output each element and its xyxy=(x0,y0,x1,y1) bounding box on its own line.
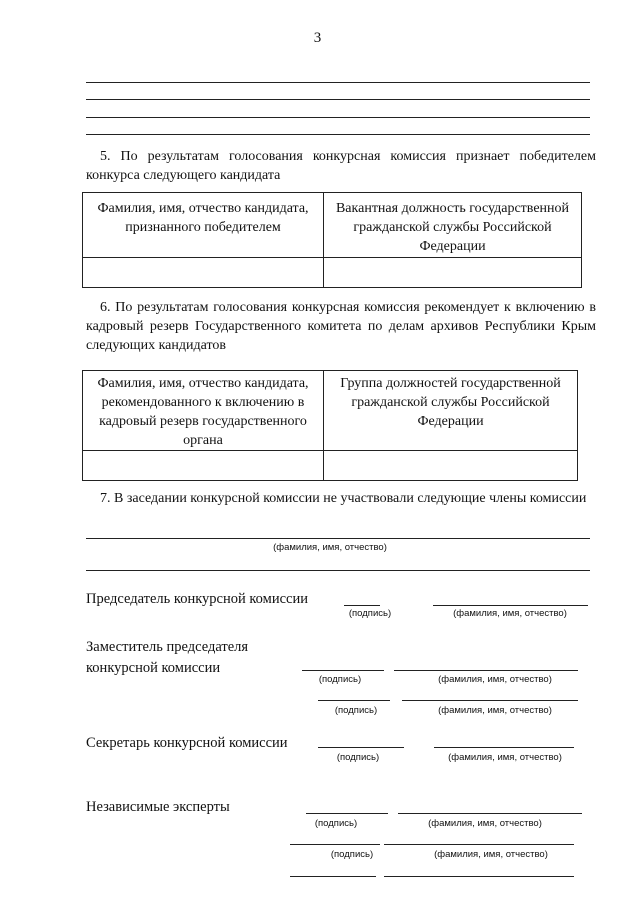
chair-name-caption: (фамилия, имя, отчество) xyxy=(453,608,567,619)
blank-line[interactable] xyxy=(86,570,590,571)
chair-signature-line[interactable] xyxy=(344,605,380,606)
position-group-header: Группа должностей государственной гражданской службы Российской Федерации xyxy=(324,371,578,451)
expert-signature-caption: (подпись) xyxy=(314,818,358,829)
deputy-signature-caption: (подпись) xyxy=(318,674,362,685)
expert-signature-line-2[interactable] xyxy=(290,844,380,845)
deputy-signature-line-2[interactable] xyxy=(318,700,390,701)
expert-name-caption-2: (фамилия, имя, отчество) xyxy=(434,849,548,860)
deputy-title: Заместитель председателя конкурсной комиссии xyxy=(86,639,249,676)
secretary-title: Секретарь конкурсной комиссии xyxy=(86,735,288,751)
expert-signature-line-3[interactable] xyxy=(290,876,376,877)
winner-name-cell[interactable] xyxy=(83,258,324,288)
fio-caption: (фамилия, имя, отчество) xyxy=(273,542,387,553)
section-5-text: 5. По результатам голосования конкурсная комиссия признает победителем конкурса следующего кандидата xyxy=(86,149,596,183)
blank-line xyxy=(86,82,590,83)
absent-members-line[interactable] xyxy=(86,538,590,539)
secretary-name-caption: (фамилия, имя, отчество) xyxy=(448,752,562,763)
deputy-signature-line[interactable] xyxy=(302,670,384,671)
vacant-position-header: Вакантная должность государственной гражданской службы Российской Федерации xyxy=(324,193,582,258)
expert-name-caption: (фамилия, имя, отчество) xyxy=(428,818,542,829)
page-number: 3 xyxy=(313,30,322,46)
chair-name-line[interactable] xyxy=(433,605,588,606)
reserve-table xyxy=(82,370,578,481)
deputy-name-line-2[interactable] xyxy=(402,700,578,701)
position-group-cell[interactable] xyxy=(324,451,578,481)
section-6-text: 6. По результатам голосования конкурсная комиссия рекомендует к включению в кадровый резерв Государственного комитета по делам архивов Республики Крым следующих кандидатов xyxy=(86,300,596,353)
blank-line xyxy=(86,117,590,118)
chair-title: Председатель конкурсной комиссии xyxy=(86,591,308,607)
secretary-name-line[interactable] xyxy=(434,747,574,748)
winner-table xyxy=(82,192,582,288)
blank-line xyxy=(86,134,590,135)
deputy-signature-caption-2: (подпись) xyxy=(334,705,378,716)
vacant-position-cell[interactable] xyxy=(324,258,582,288)
experts-title: Независимые эксперты xyxy=(86,799,230,815)
winner-name-header: Фамилия, имя, отчество кандидата, признанного победителем xyxy=(83,193,324,258)
section-7-text: 7. В заседании конкурсной комиссии не участвовали следующие члены комиссии xyxy=(100,491,587,506)
blank-line xyxy=(86,99,590,100)
expert-signature-line[interactable] xyxy=(306,813,388,814)
secretary-signature-caption: (подпись) xyxy=(336,752,380,763)
expert-signature-caption-2: (подпись) xyxy=(330,849,374,860)
secretary-signature-line[interactable] xyxy=(318,747,404,748)
deputy-name-caption: (фамилия, имя, отчество) xyxy=(438,674,552,685)
deputy-name-line[interactable] xyxy=(394,670,578,671)
expert-name-line-2[interactable] xyxy=(384,844,574,845)
expert-name-line[interactable] xyxy=(398,813,582,814)
chair-signature-caption: (подпись) xyxy=(348,608,392,619)
reserve-candidate-header: Фамилия, имя, отчество кандидата, рекомендованного к включению в кадровый резерв государственного органа xyxy=(83,371,324,451)
deputy-name-caption-2: (фамилия, имя, отчество) xyxy=(438,705,552,716)
expert-name-line-3[interactable] xyxy=(384,876,574,877)
reserve-candidate-cell[interactable] xyxy=(83,451,324,481)
